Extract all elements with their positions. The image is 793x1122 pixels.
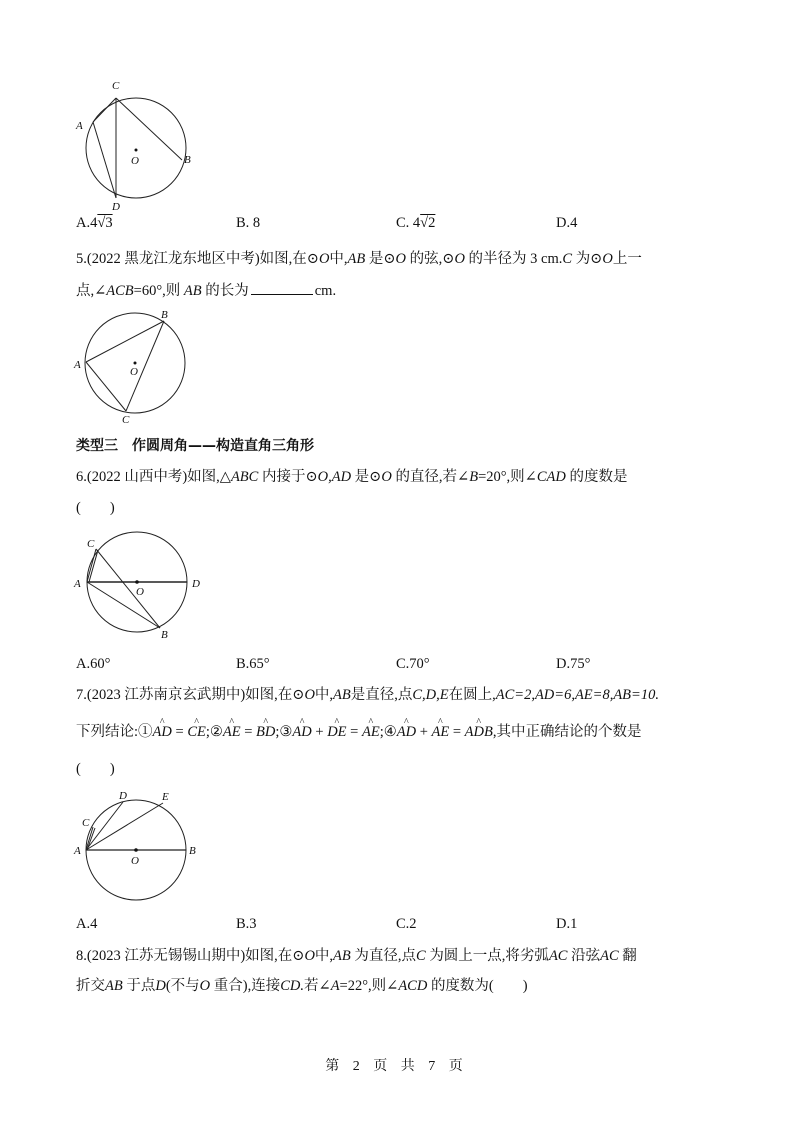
q4-option-b: B. 8 — [236, 215, 261, 231]
q6-label-d: D — [192, 578, 200, 590]
q4-option-a: A.4√3 — [76, 215, 113, 231]
q7-option-d: D.1 — [556, 916, 578, 932]
q6-label-o: O — [136, 586, 144, 598]
section-heading: 类型三 作圆周角——构造直角三角形 — [76, 438, 314, 454]
q4-label-c: C — [112, 80, 120, 92]
q6-figure — [74, 532, 214, 647]
q6-option-c: C.70° — [396, 656, 430, 672]
q4-figure — [74, 78, 204, 213]
q7-line-2: 下列结论:①^ AD = ^ CE;②^ AE = ^ BD;③^ AD + ^ DE = ^ AE;④^ AD + ^ AE = ^ ADB,其中正确结论的个数是 — [76, 722, 641, 742]
q7-label-b: B — [189, 845, 196, 857]
q4-label-a: A — [76, 120, 83, 132]
q7-line-1: 7.(2023 江苏南京玄武期中)如图,在⊙O中,AB是直径,点C,D,E在圆上,AC=2,AD=6,AE=8,AB=10. — [76, 687, 659, 703]
q7-label-a: A — [74, 845, 81, 857]
q4-label-d: D — [112, 201, 120, 213]
q4-label-b: B — [184, 154, 191, 166]
q5-line-2: 点,∠ACB=60°,则 AB 的长为 cm. — [76, 280, 336, 301]
q7-option-c: C.2 — [396, 916, 417, 932]
q7-option-a: A.4 — [76, 916, 98, 932]
q6-option-b: B.65° — [236, 656, 270, 672]
q6-option-a: A.60° — [76, 656, 111, 672]
q5-line-1: 5.(2022 黑龙江龙东地区中考)如图,在⊙O中,AB 是⊙O 的弦,⊙O 的半径为 3 cm.C 为⊙O上一 — [76, 251, 642, 267]
q6-option-d: D.75° — [556, 656, 591, 672]
q5-label-o: O — [130, 366, 138, 378]
q7-label-c: C — [82, 817, 90, 829]
q8-line-2: 折交AB 于点D(不与O 重合),连接CD.若∠A=22°,则∠ACD 的度数为( ) — [76, 978, 528, 994]
q7-figure — [74, 790, 214, 910]
q6-label-a: A — [74, 578, 81, 590]
q7-label-d: D — [119, 790, 127, 802]
q4-option-d: D.4 — [556, 215, 578, 231]
q7-label-e: E — [162, 791, 169, 803]
q6-line-1: 6.(2022 山西中考)如图,△ABC 内接于⊙O,AD 是⊙O 的直径,若∠B=20°,则∠CAD 的度数是 — [76, 469, 628, 485]
q6-label-b: B — [161, 629, 168, 641]
answer-blank[interactable] — [251, 280, 313, 295]
page-footer: 第 2 页 共 7 页 — [325, 1059, 468, 1074]
q4-option-c: C. 4√2 — [396, 215, 436, 231]
q6-answer-paren: ( ) — [76, 500, 115, 516]
q5-label-c: C — [122, 414, 130, 426]
q7-option-b: B.3 — [236, 916, 257, 932]
q5-label-b: B — [161, 309, 168, 321]
q5-label-a: A — [74, 359, 81, 371]
q8-line-1: 8.(2023 江苏无锡锡山期中)如图,在⊙O中,AB 为直径,点C 为圆上一点,将劣弧AC 沿弦AC 翻 — [76, 948, 637, 964]
q7-answer-paren: ( ) — [76, 761, 115, 777]
q6-label-c: C — [87, 538, 95, 550]
q4-label-o: O — [131, 155, 139, 167]
q5-figure — [74, 310, 204, 425]
q7-label-o: O — [131, 855, 139, 867]
